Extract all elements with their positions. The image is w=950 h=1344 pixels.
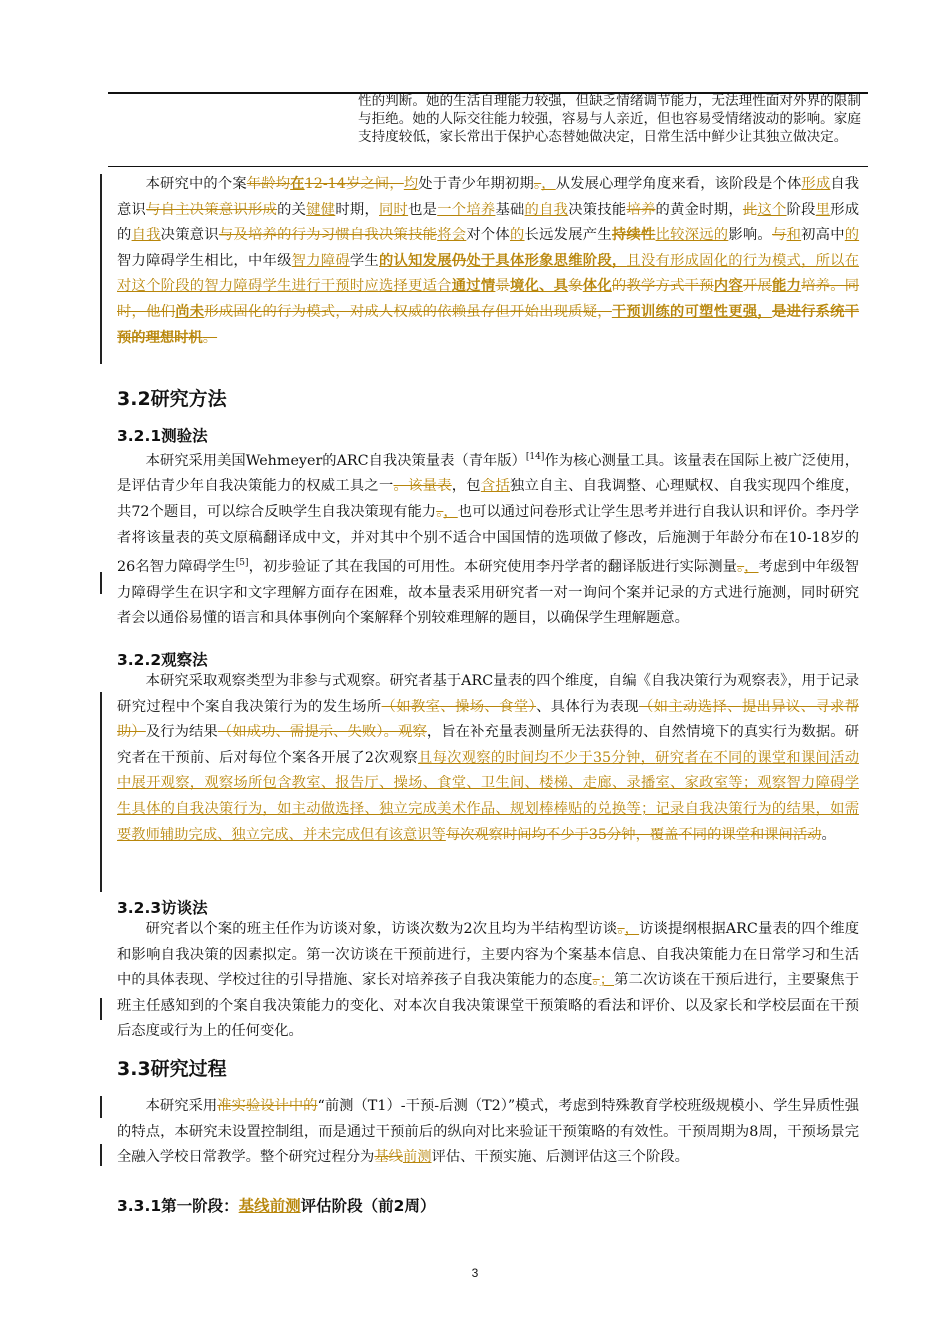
paragraph-interview-method: 研究者以个案的班主任作为访谈对象，访谈次数为2次且均为半结构型访谈。，访谈提纲根据ARC量表的四个维度和影响自我决策的因素拟定。第一次访谈在干预前进行，主要内容为个案基本信息、自我决策能力在日常学习和生活中的具体表现、学校过往的引导措施、家长对培养孩子自我决策能力的态度。；第二次访谈在干预后进行，主要聚焦于班主任感知到的个案自我决策能力的变化、对本次自我决策课堂干预策略的看法和评价、以及家长和学校层面在干预后态度或行为上的任何变化。	[117, 921, 860, 1040]
paragraph-research-process: 本研究采用准实验设计中的“前测（T1）-干预-后测（T2）”模式，考虑到特殊教育学校班级规模小、学生异质性强的特点，本研究未设置控制组，而是通过干预前后的纵向对比来验证干预策略的有效性。干预周期为8周，干预场景完全融入学校日常教学。整个研究过程分为基线前测评估、干预实施、后测评估这三个阶段。	[117, 1098, 860, 1166]
paragraph-observation-method: 本研究采取观察类型为非参与式观察。研究者基于ARC量表的四个维度，自编《自我决策行为观察表》，用于记录研究过程中个案自我决策行为的发生场所（如教室、操场、食堂）、具体行为表现（如主动选择、提出异议、寻求帮助）及行为结果（如成功、需提示、失败）。观察，旨在补充量表测量所无法获得的、自然情境下的真实行为数据。研究者在干预前、后对每位个案各开展了2次观察且每次观察的时间均不少于35分钟，研究者在不同的课堂和课间活动中展开观察，观察场所包含教室、报告厅、操场、食堂、卫生间、楼梯、走廊、录播室、家政室等；观察智力障碍学生具体的自我决策行为，如主动做选择、独立完成美术作品、规划棒棒贴的兑换等；记录自我决策行为的结果，如需要教师辅助完成、独立完成、并未完成但有该意识等每次观察时间均不少于35分钟，覆盖不同的课堂和课间活动。	[117, 673, 860, 843]
paragraph-test-method: 本研究采用美国Wehmeyer的ARC自我决策量表（青年版）[14]作为核心测量工具。该量表在国际上被广泛使用，是评估青少年自我决策能力的权威工具之一。该量表，包含括独立自主、自我调整、心理赋权、自我实现四个维度，共72个题目，可以综合反映学生自我决策现有能力。，也可以通过问卷形式让学生思考并进行自我认识和评价。李丹学者将该量表的英文原稿翻译成中文，并对其中个别不适合中国国情的选项做了修改，后施测于年龄分布在10-18岁的26名智力障碍学生[5]，初步验证了其在我国的可用性。本研究使用李丹学者的翻译版进行实际测量。，考虑到中年级智力障碍学生在识字和文字理解方面存在困难，故本量表采用研究者一对一询问个案并记录的方式进行施测，同时研究者会以通俗易懂的语言和具体事例向个案解释个别较难理解的题目，以确保学生理解题意。	[117, 452, 860, 627]
change-bar	[100, 692, 102, 892]
change-bar	[100, 998, 102, 1020]
change-bar	[100, 174, 102, 364]
heading-3-2: 3.2研究方法	[117, 388, 227, 410]
heading-3-3: 3.3研究过程	[117, 1058, 227, 1080]
change-bar	[100, 572, 102, 594]
heading-3-2-2: 3.2.2观察法	[117, 651, 208, 669]
change-bar	[100, 1096, 102, 1118]
change-bar	[100, 1144, 102, 1166]
paragraph-case-age: 本研究中的个案年龄均在12-14岁之间，均处于青少年期初期。，从发展心理学角度来看，该阶段是个体形成自我意识与自主决策意识形成的关键健时期，同时也是一个培养基础的自我决策技能培养的黄金时期，此这个阶段里形成的自我决策意识与及培养的行为习惯自我决策技能将会对个体的长远发展产生持续性比较深远的影响。与和初高中的智力障碍学生相比，中年级智力障碍学生的认知发展仍处于具体形象思维阶段，且没有形成固化的行为模式，所以在对这个阶段的智力障碍学生进行干预时应选择更适合通过情景境化、具象体化的教学方式干预内容开展能力培养。同时，他们尚未形成固化的行为模式，对成人权威的依赖虽存但开始出现质疑，干预训练的可塑性更强，是进行系统干预的理想时机。	[117, 176, 860, 346]
table-cell-continuation: 性的判断。她的生活自理能力较强，但缺乏情绪调节能力，无法理性面对外界的限制与拒绝。她的人际交往能力较强，容易与人亲近，但也容易受情绪波动的影响。家庭支持度较低，家长常出于保护心态替她做决定，日常生活中鲜少让其独立做决定。	[358, 93, 861, 146]
heading-3-3-1: 3.3.1第一阶段：基线前测评估阶段（前2周）	[117, 1197, 436, 1215]
table-bottom-border	[108, 166, 868, 167]
page-number: 3	[471, 1266, 479, 1280]
heading-3-2-1: 3.2.1测验法	[117, 427, 208, 445]
heading-3-2-3: 3.2.3访谈法	[117, 899, 208, 917]
